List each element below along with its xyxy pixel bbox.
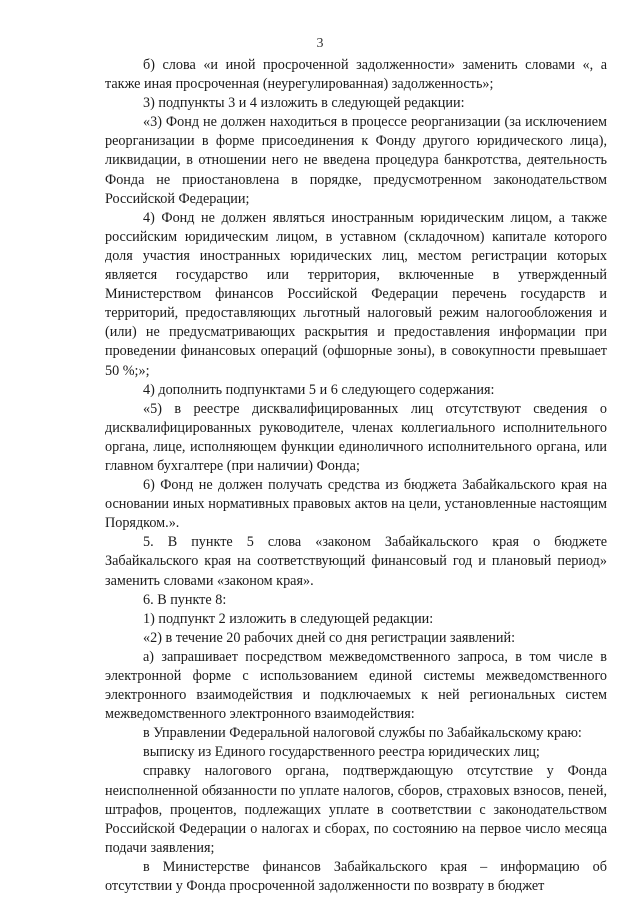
paragraph-b-replace-words: б) слова «и иной просроченной задолженности» заменить словами «, а также иная просроченная (неурегулированная) задолженность»; xyxy=(105,57,607,93)
paragraph-subpoint-4: 4) Фонд не должен являться иностранным юридическим лицом, а также российским юридическим лицом, в уставном (складочном) капитале которого доля участия иностранных юридических лиц, местом регистрации которых является государство или территория, включенные в утвержденный Министерством финансов Российской Федерации перечень государств и территорий, предоставляющих льготный налоговый режим налогообложения и (или) не предусматривающих раскрытия и предоставления информации при проведении финансовых операций (офшорные зоны), в совокупности превышает 50 %;»; xyxy=(105,209,607,379)
paragraph-subpoints-3-4-intro: 3) подпункты 3 и 4 изложить в следующей редакции: xyxy=(143,95,465,112)
paragraph-subpoint-3: «3) Фонд не должен находиться в процессе реорганизации (за исключением реорганизации в форме присоединения к Фонду другого юридического лица), ликвидации, в отношении него не введена процедура банкротства, деятельность Фонда не приостановлена в порядке, предусмотренном законодательством Российской Федерации; xyxy=(105,114,607,207)
paragraph-20-working-days: «2) в течение 20 рабочих дней со дня регистрации заявлений: xyxy=(143,629,516,646)
paragraph-subpoint-6: 6) Фонд не должен получать средства из бюджета Забайкальского края на основании иных нормативных правовых актов на цели, установленные настоящим Порядком.». xyxy=(105,477,607,532)
paragraph-point-5: 5. В пункте 5 слова «законом Забайкальского края о бюджете Забайкальского края на соответствующий финансовый год и плановый период» заменить словами «законом края». xyxy=(105,534,607,589)
document-body xyxy=(105,56,607,896)
paragraph-subpoints-5-6-intro: 4) дополнить подпунктами 5 и 6 следующего содержания: xyxy=(143,381,495,398)
paragraph-egrul-extract: выписку из Единого государственного реестра юридических лиц; xyxy=(143,744,540,761)
paragraph-tax-service: в Управлении Федеральной налоговой службы по Забайкальскому краю: xyxy=(143,725,582,742)
paragraph-ministry-finance: в Министерстве финансов Забайкальского края – информацию об отсутствии у Фонда просроченной задолженности по возврату в бюджет xyxy=(105,858,607,895)
paragraph-a-interagency-request: а) запрашивает посредством межведомственного запроса, в том числе в электронной форме с использованием единой системы межведомственного электронного взаимодействия и подключаемых к ней региональных систем межведомственного электронного взаимодействия: xyxy=(105,648,607,723)
paragraph-tax-certificate: справку налогового органа, подтверждающую отсутствие у Фонда неисполненной обязанности по уплате налогов, сборов, страховых взносов, пеней, штрафов, процентов, подлежащих уплате в соответствии с законодательством Российской Федерации о налогах и сборах, по состоянию на первое число месяца подачи заявления; xyxy=(105,763,607,856)
paragraph-subpoint-2-intro: 1) подпункт 2 изложить в следующей редакции: xyxy=(143,610,434,627)
paragraph-subpoint-5: «5) в реестре дисквалифицированных лиц отсутствуют сведения о дисквалифицированных руководителе, членах коллегиального исполнительного органа, лице, исполняющем функции единоличного исполнительного органа, или главном бухгалтере (при наличии) Фонда; xyxy=(105,400,607,474)
page-number: 3 xyxy=(316,36,324,51)
paragraph-point-6: 6. В пункте 8: xyxy=(143,591,227,608)
